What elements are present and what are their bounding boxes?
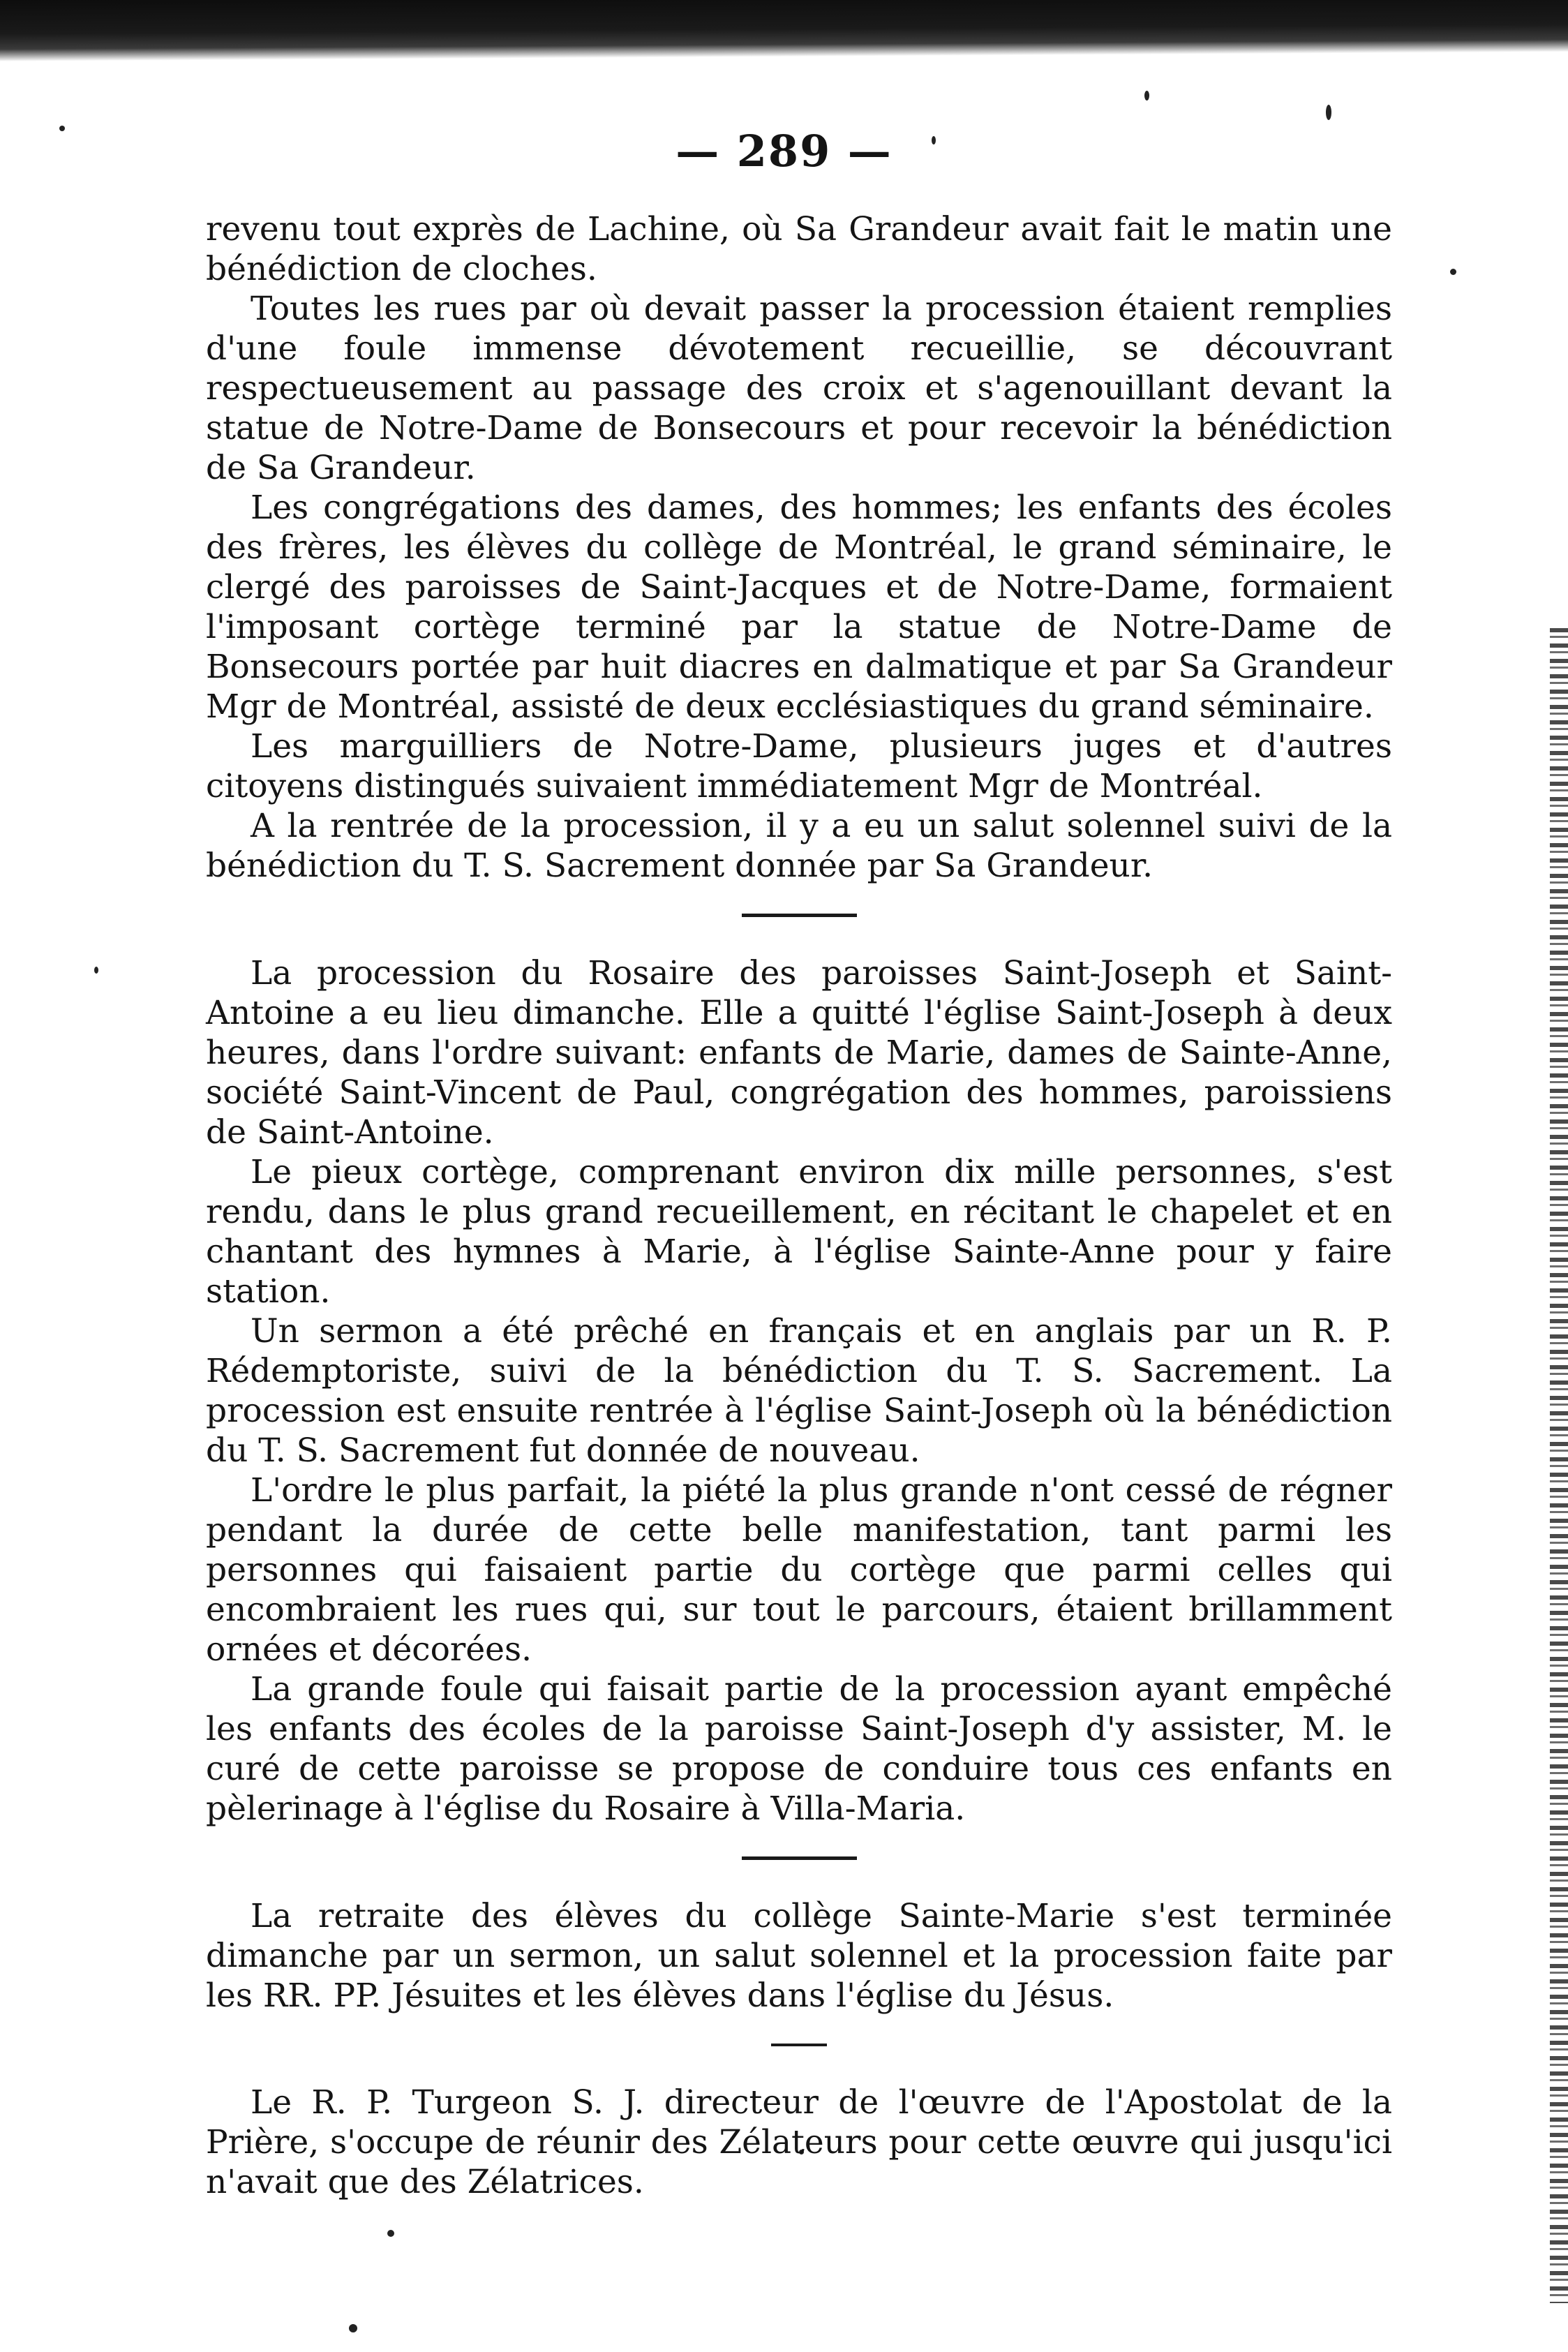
paragraph: Le pieux cortège, comprenant environ dix mille personnes, s'est rendu, dans le plus grand recueillement, en récitant le chapelet et en chantant des hymnes à Marie, à l'église Sainte-Anne pour y faire station.	[206, 1153, 1392, 1311]
page-number: — 289 —	[675, 126, 893, 177]
paragraph: Les marguilliers de Notre-Dame, plusieurs juges et d'autres citoyens distingués suivaient immédiatement Mgr de Montréal.	[206, 727, 1392, 805]
paragraph: La grande foule qui faisait partie de la procession ayant empêché les enfants des écoles de la paroisse Saint-Joseph d'y assister, M. le curé de cette paroisse se propose de conduire tous ces enfants en pèlerinage à l'église du Rosaire à Villa-Maria.	[206, 1670, 1392, 1828]
paragraph: Le R. P. Turgeon S. J. directeur de l'œuvre de l'Apostolat de la Prière, s'occupe de réunir des Zélateurs pour cette œuvre qui jusqu'ici n'avait que des Zélatrices.	[206, 2083, 1392, 2201]
scan-speck	[349, 2324, 357, 2332]
scan-speck	[1450, 269, 1456, 275]
article-bonsecours	[206, 209, 1392, 2202]
section-separator	[742, 1856, 857, 1860]
paragraph: Les congrégations des dames, des hommes; les enfants des écoles des frères, les élèves du collège de Montréal, le grand séminaire, le clergé des paroisses de Saint-Jacques et de Notre-Dame, formaient l'imposant cortège terminé par la statue de Notre-Dame de Bonsecours portée par huit diacres en dalmatique et par Sa Grandeur Mgr de Montréal, assisté de deux ecclésiastiques du grand séminaire.	[206, 489, 1392, 726]
paragraph: revenu tout exprès de Lachine, où Sa Grandeur avait fait le matin une bénédiction de cloches.	[206, 210, 1392, 288]
top-border-rule	[0, 0, 1568, 61]
paragraph: A la rentrée de la procession, il y a eu un salut solennel suivi de la bénédiction du T. S. Sacrement donnée par Sa Grandeur.	[206, 807, 1392, 885]
paragraph: L'ordre le plus parfait, la piété la plus grande n'ont cessé de régner pendant la durée de cette belle manifestation, tant parmi les personnes qui faisaient partie du cortège que parmi celles qui encombraient les rues qui, sur tout le parcours, étaient brillamment ornées et décorées.	[206, 1471, 1392, 1669]
section-separator	[771, 2044, 827, 2046]
scan-speck	[387, 2230, 394, 2237]
scan-speck	[1326, 105, 1331, 120]
page-edge-shadow	[1550, 628, 1568, 2303]
paragraph: La procession du Rosaire des paroisses Saint-Joseph et Saint-Antoine a eu lieu dimanche. Elle a quitté l'église Saint-Joseph à deux heures, dans l'ordre suivant: enfants de Marie, dames de Sainte-Anne, société Saint-Vincent de Paul, congrégation des hommes, paroissiens de Saint-Antoine.	[206, 954, 1392, 1152]
scan-speck	[94, 967, 98, 974]
scan-speck	[1144, 91, 1149, 101]
paragraph: La retraite des élèves du collège Sainte-Marie s'est terminée dimanche par un sermon, un salut solennel et la procession faite par les RR. PP. Jésuites et les élèves dans l'église du Jésus.	[206, 1897, 1392, 2015]
paragraph: Toutes les rues par où devait passer la procession étaient remplies d'une foule immense dévotement recueillie, se découvrant respectueusement au passage des croix et s'agenouillant devant la statue de Notre-Dame de Bonsecours et pour recevoir la bénédiction de Sa Grandeur.	[206, 290, 1392, 487]
section-separator	[742, 914, 857, 917]
paragraph: Un sermon a été prêché en français et en anglais par un R. P. Rédemptoriste, suivi de la bénédiction du T. S. Sacrement. La procession est ensuite rentrée à l'église Saint-Joseph où la bénédiction du T. S. Sacrement fut donnée de nouveau.	[206, 1312, 1392, 1470]
